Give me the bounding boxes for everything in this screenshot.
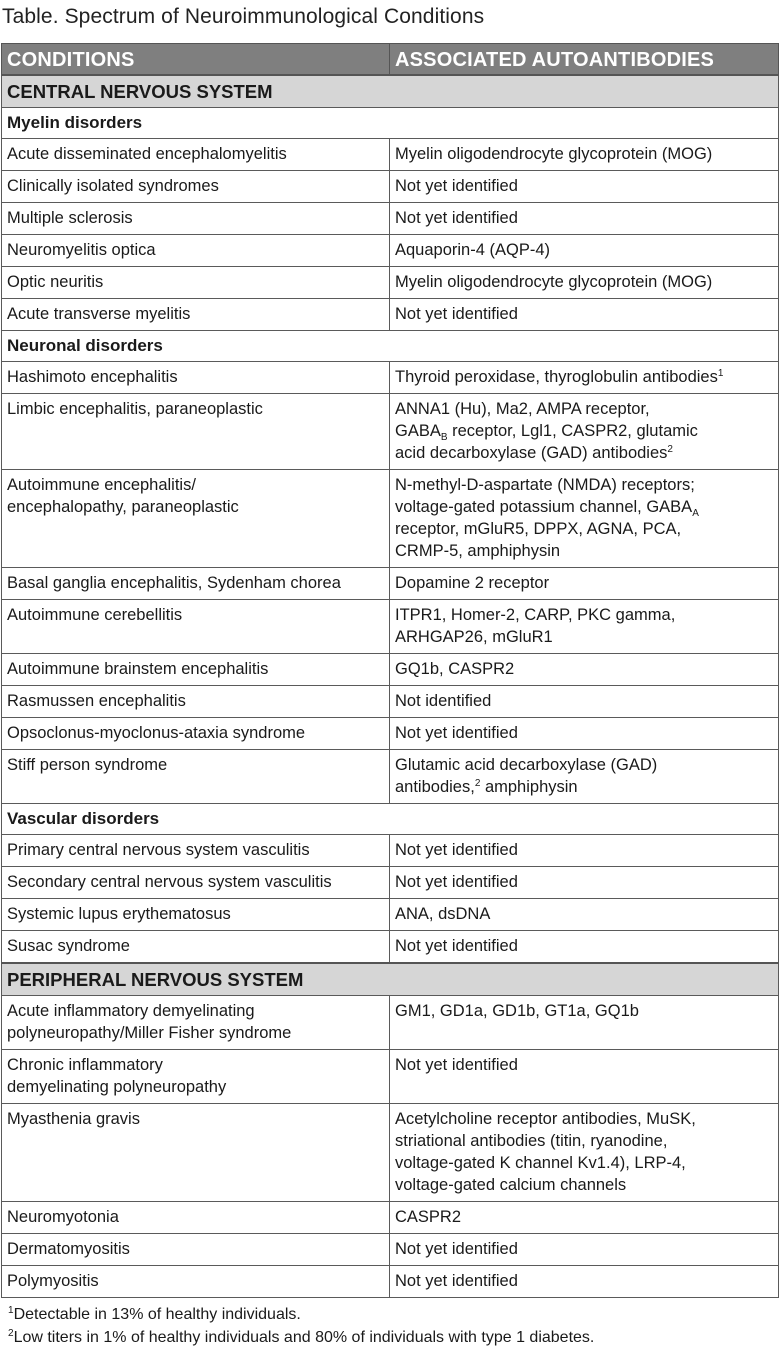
conditions-table bbox=[1, 43, 779, 1298]
condition-cell: Clinically isolated syndromes bbox=[2, 171, 390, 203]
condition-cell: Neuromyotonia bbox=[2, 1202, 390, 1234]
autoantibodies-cell: Not yet identified bbox=[390, 1234, 779, 1266]
table-title: Table. Spectrum of Neuroimmunological Conditions bbox=[2, 5, 485, 28]
autoantibodies-cell: Myelin oligodendrocyte glycoprotein (MOG) bbox=[390, 139, 779, 171]
condition-cell: Multiple sclerosis bbox=[2, 203, 390, 235]
table-header-row bbox=[2, 44, 779, 76]
autoantibodies-cell: CASPR2 bbox=[390, 1202, 779, 1234]
table-row bbox=[2, 203, 779, 235]
table-row bbox=[2, 835, 779, 867]
condition-cell: Polymyositis bbox=[2, 1266, 390, 1298]
section-row bbox=[2, 75, 779, 108]
condition-cell: Hashimoto encephalitis bbox=[2, 362, 390, 394]
autoantibodies-cell: Not yet identified bbox=[390, 299, 779, 331]
section-title: PERIPHERAL NERVOUS SYSTEM bbox=[2, 963, 779, 996]
footnote-text: Low titers in 1% of healthy individuals and 80% of individuals with type 1 diabetes. bbox=[13, 1329, 595, 1346]
table-row bbox=[2, 394, 779, 470]
group-row bbox=[2, 108, 779, 139]
autoantibodies-cell: Not identified bbox=[390, 686, 779, 718]
table-row bbox=[2, 1266, 779, 1298]
footnotes bbox=[8, 1303, 594, 1349]
table-row bbox=[2, 139, 779, 171]
condition-cell: Acute disseminated encephalomyelitis bbox=[2, 139, 390, 171]
condition-cell: Acute inflammatory demyelinating polyneuropathy/Miller Fisher syndrome bbox=[2, 996, 390, 1050]
autoantibodies-cell: Not yet identified bbox=[390, 1266, 779, 1298]
condition-cell: Primary central nervous system vasculitis bbox=[2, 835, 390, 867]
condition-cell: Autoimmune brainstem encephalitis bbox=[2, 654, 390, 686]
condition-cell: Optic neuritis bbox=[2, 267, 390, 299]
autoantibodies-cell: Myelin oligodendrocyte glycoprotein (MOG) bbox=[390, 267, 779, 299]
autoantibodies-cell: Not yet identified bbox=[390, 171, 779, 203]
condition-cell: Rasmussen encephalitis bbox=[2, 686, 390, 718]
condition-cell: Dermatomyositis bbox=[2, 1234, 390, 1266]
autoantibodies-cell: Not yet identified bbox=[390, 867, 779, 899]
table-row bbox=[2, 470, 779, 568]
table-row bbox=[2, 1104, 779, 1202]
autoantibodies-cell: GM1, GD1a, GD1b, GT1a, GQ1b bbox=[390, 996, 779, 1050]
autoantibodies-cell: Not yet identified bbox=[390, 203, 779, 235]
footnote-mark: 1 bbox=[8, 1305, 14, 1316]
autoantibodies-cell: Not yet identified bbox=[390, 835, 779, 867]
table-row bbox=[2, 267, 779, 299]
condition-cell: Susac syndrome bbox=[2, 931, 390, 964]
group-title: Vascular disorders bbox=[2, 804, 779, 835]
condition-cell: Limbic encephalitis, paraneoplastic bbox=[2, 394, 390, 470]
autoantibodies-cell: Not yet identified bbox=[390, 718, 779, 750]
autoantibodies-cell: Not yet identified bbox=[390, 1050, 779, 1104]
section-title: CENTRAL NERVOUS SYSTEM bbox=[2, 75, 779, 108]
condition-cell: Acute transverse myelitis bbox=[2, 299, 390, 331]
table-row bbox=[2, 1234, 779, 1266]
footnote-mark: 2 bbox=[8, 1328, 14, 1339]
condition-cell: Autoimmune cerebellitis bbox=[2, 600, 390, 654]
autoantibodies-cell: Glutamic acid decarboxylase (GAD) antibodies,$^2$ amphiphysin bbox=[390, 750, 779, 804]
autoantibodies-cell: N-methyl-D-aspartate (NMDA) receptors; voltage-gated potassium channel, $GABA_A$ receptor, mGluR5, DPPX, AGNA, PCA, CRMP-5, amphiphysin bbox=[390, 470, 779, 568]
autoantibodies-cell: Dopamine 2 receptor bbox=[390, 568, 779, 600]
table-row bbox=[2, 362, 779, 394]
autoantibodies-cell: GQ1b, CASPR2 bbox=[390, 654, 779, 686]
condition-cell: Neuromyelitis optica bbox=[2, 235, 390, 267]
group-title: Neuronal disorders bbox=[2, 331, 779, 362]
condition-cell: Stiff person syndrome bbox=[2, 750, 390, 804]
table-row bbox=[2, 931, 779, 964]
condition-cell: Basal ganglia encephalitis, Sydenham chorea bbox=[2, 568, 390, 600]
autoantibodies-cell: Acetylcholine receptor antibodies, MuSK, striational antibodies (titin, ryanodine, voltage-gated K channel Kv1.4), LRP-4, voltage-gated calcium channels bbox=[390, 1104, 779, 1202]
group-title: Myelin disorders bbox=[2, 108, 779, 139]
group-row bbox=[2, 804, 779, 835]
condition-cell: Secondary central nervous system vasculitis bbox=[2, 867, 390, 899]
footnote bbox=[8, 1303, 594, 1326]
autoantibodies-cell: Not yet identified bbox=[390, 931, 779, 964]
condition-cell: Systemic lupus erythematosus bbox=[2, 899, 390, 931]
table-row bbox=[2, 299, 779, 331]
table-row bbox=[2, 867, 779, 899]
table-row bbox=[2, 899, 779, 931]
footnote-text: Detectable in 13% of healthy individuals. bbox=[13, 1306, 301, 1323]
table-row bbox=[2, 600, 779, 654]
table-row bbox=[2, 1050, 779, 1104]
footnote bbox=[8, 1326, 594, 1349]
table-row bbox=[2, 718, 779, 750]
table-row bbox=[2, 686, 779, 718]
header-conditions: CONDITIONS bbox=[2, 44, 390, 76]
table-row bbox=[2, 750, 779, 804]
autoantibodies-cell: ANNA1 (Hu), Ma2, AMPA receptor, $GABA_B$ receptor, Lgl1, CASPR2, glutamic acid decarboxylase (GAD) antibodies$^2$ bbox=[390, 394, 779, 470]
autoantibodies-cell: ANA, dsDNA bbox=[390, 899, 779, 931]
section-row bbox=[2, 963, 779, 996]
table-row bbox=[2, 1202, 779, 1234]
autoantibodies-cell: Aquaporin-4 (AQP-4) bbox=[390, 235, 779, 267]
group-row bbox=[2, 331, 779, 362]
table-row bbox=[2, 171, 779, 203]
condition-cell: Myasthenia gravis bbox=[2, 1104, 390, 1202]
autoantibodies-cell: Thyroid peroxidase, thyroglobulin antibodies$^1$ bbox=[390, 362, 779, 394]
condition-cell: Autoimmune encephalitis/ encephalopathy, paraneoplastic bbox=[2, 470, 390, 568]
table-row bbox=[2, 654, 779, 686]
table-row bbox=[2, 996, 779, 1050]
table-row bbox=[2, 235, 779, 267]
condition-cell: Opsoclonus-myoclonus-ataxia syndrome bbox=[2, 718, 390, 750]
autoantibodies-cell: ITPR1, Homer-2, CARP, PKC gamma, ARHGAP26, mGluR1 bbox=[390, 600, 779, 654]
header-autoantibodies: ASSOCIATED AUTOANTIBODIES bbox=[390, 44, 779, 76]
condition-cell: Chronic inflammatory demyelinating polyneuropathy bbox=[2, 1050, 390, 1104]
table-row bbox=[2, 568, 779, 600]
